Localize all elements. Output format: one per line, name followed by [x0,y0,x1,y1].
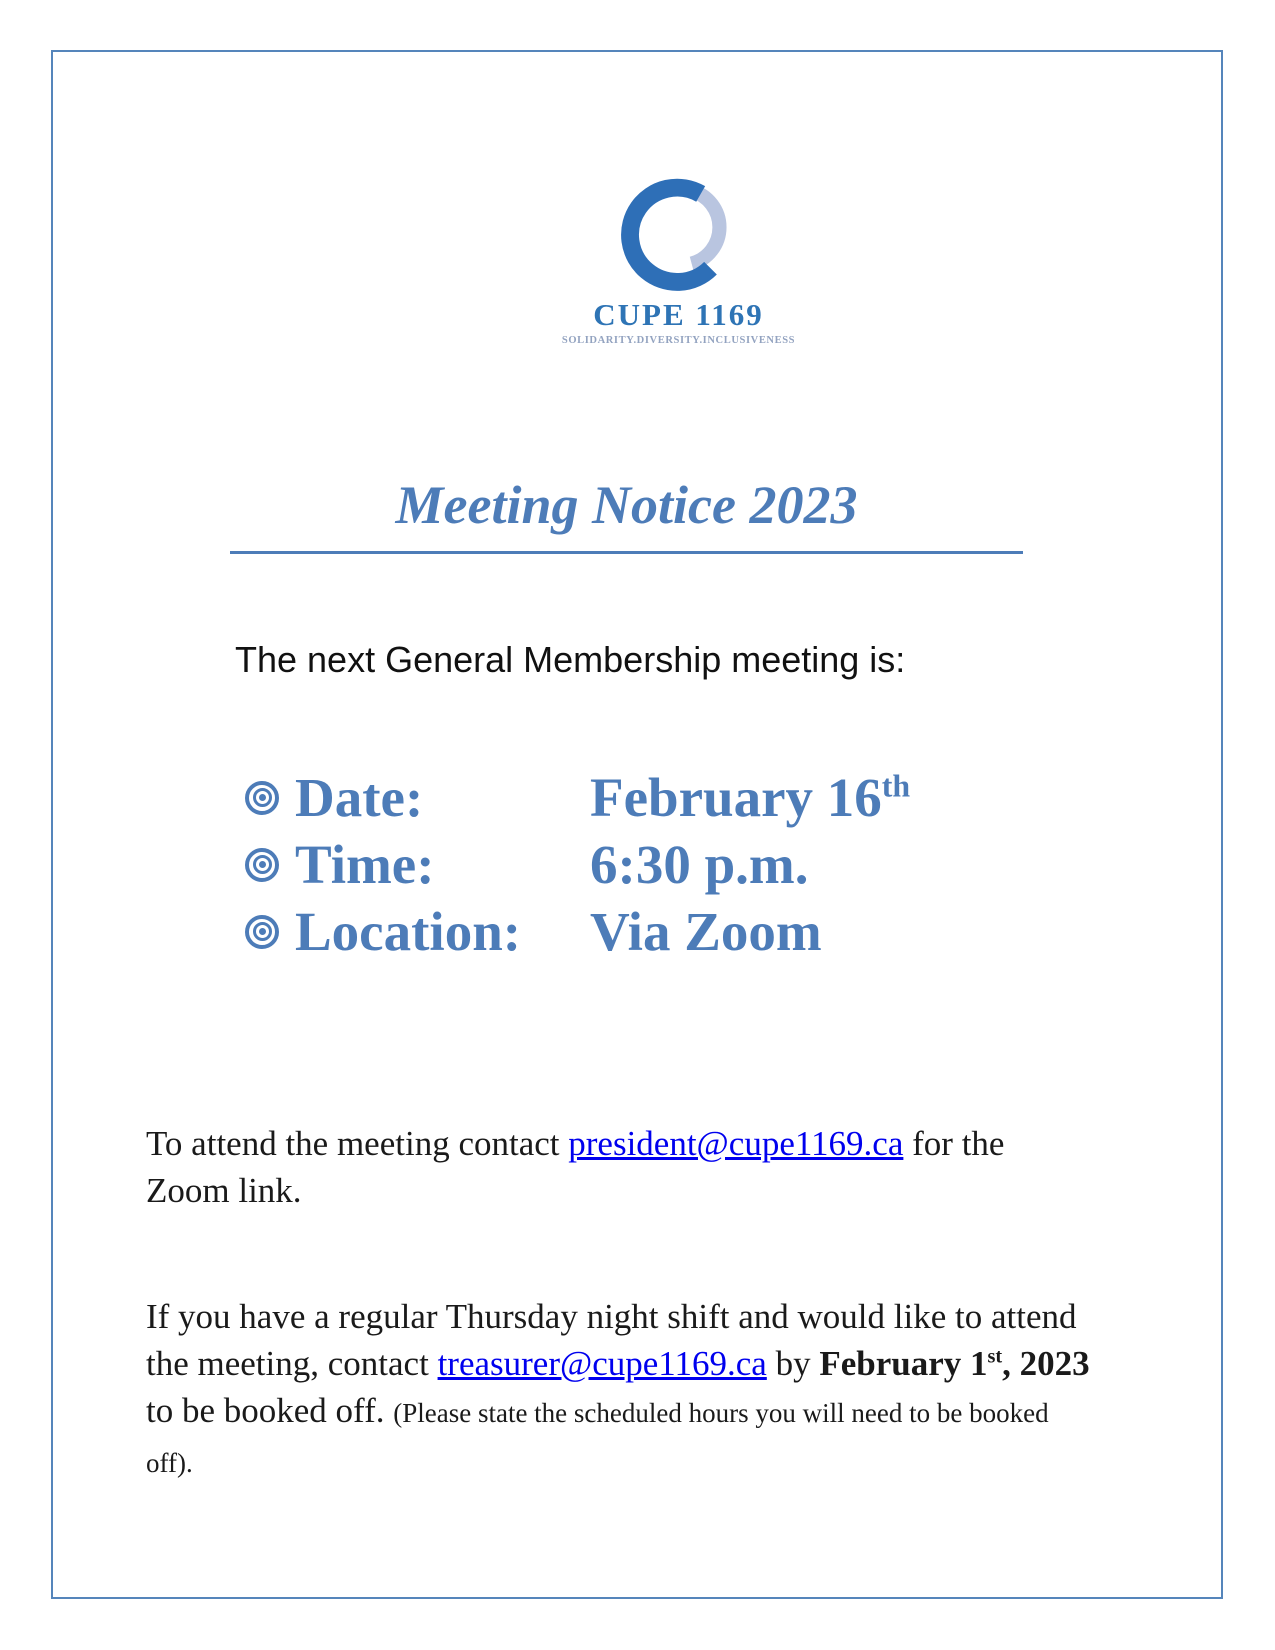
bullseye-inner-ring [253,788,272,807]
bullet-cell [245,915,295,949]
bullseye-dot [259,928,266,935]
logo-name: CUPE 1169 [593,297,764,332]
zoom-paragraph-text-before: To attend the meeting contact [146,1124,569,1163]
intro-text: The next General Membership meeting is: [235,639,906,680]
detail-value-date [590,766,910,829]
detail-row-time [245,831,1131,898]
detail-label-time: Time: [295,834,435,895]
booking-text-between: by [766,1344,820,1383]
booking-deadline-superscript: st [987,1345,1003,1368]
bullseye-inner-ring [253,922,272,941]
bullet-cell [245,848,295,882]
bullseye-dot [259,794,266,801]
meeting-details-list [245,764,1131,965]
bullet-cell [245,781,295,815]
bullseye-bullet-icon [245,781,279,815]
cupe-logo [186,165,1171,348]
bullseye-inner-ring [253,855,272,874]
logo-tagline: SOLIDARITY.DIVERSITY.INCLUSIVENESS [561,335,796,346]
booking-text-after: to be booked off. [146,1391,394,1430]
zoom-link-paragraph [146,1120,1051,1214]
detail-label-location: Location: [295,901,522,962]
zoom-paragraph-text-after: for the Zoom link. [146,1124,1005,1210]
booking-deadline-date: February 1 [819,1344,988,1383]
detail-value-superscript: th [881,768,911,804]
president-email-link[interactable]: president@cupe1169.ca [568,1124,904,1163]
detail-row-location [245,898,1131,965]
logo-swirl-icon [613,165,745,297]
bullseye-bullet-icon [245,848,279,882]
booking-deadline [819,1344,1089,1383]
title-underline-rule [230,474,1023,554]
detail-row-date [245,764,1131,831]
detail-value-text: 6:30 p.m. [590,834,809,895]
booking-text-before: If you have a regular Thursday night shift and would like to attend the meeting, contact [146,1297,1077,1383]
bullseye-bullet-icon [245,915,279,949]
detail-label-date: Date: [295,767,424,828]
page-border-frame [51,50,1223,1599]
booking-note: (Please state the scheduled hours you will need to be booked off). [146,1398,1049,1478]
detail-value-time [590,833,808,896]
booking-paragraph [146,1293,1096,1487]
page-title: Meeting Notice 2023 [395,475,858,535]
treasurer-email-link[interactable]: treasurer@cupe1169.ca [437,1344,767,1383]
bullseye-dot [259,861,266,868]
detail-value-location [590,900,822,963]
detail-value-text: February 16 [590,767,882,828]
detail-value-text: Via Zoom [590,901,822,962]
booking-deadline-year: , 2023 [1002,1344,1090,1383]
